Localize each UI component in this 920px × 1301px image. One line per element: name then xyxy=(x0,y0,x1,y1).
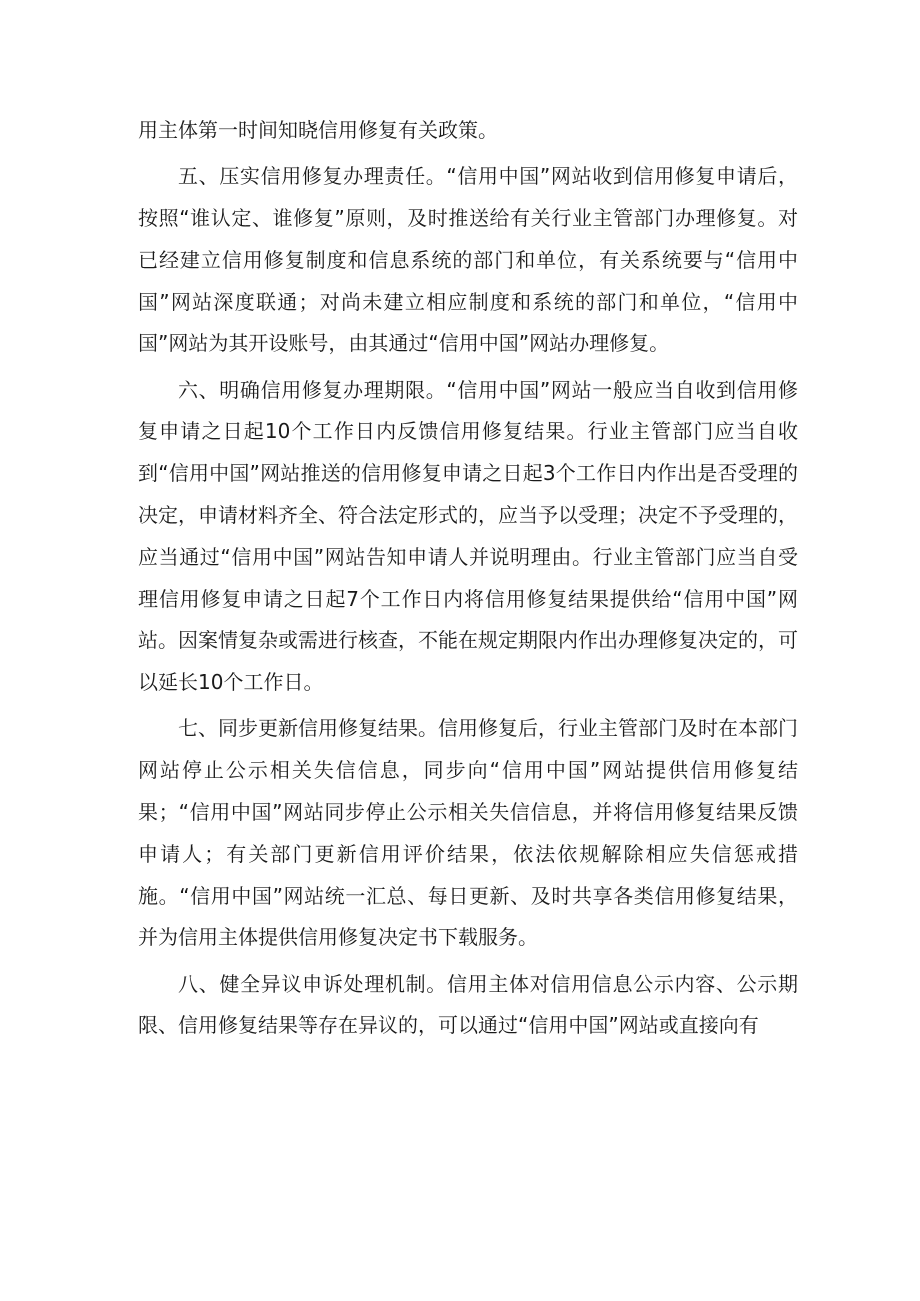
document-body xyxy=(138,110,798,1051)
paragraph-continuation: 用主体第一时间知晓信用修复有关政策。 xyxy=(138,118,498,142)
paragraph-section-eight: 八、健全异议申诉处理机制。信用主体对信用信息公示内容、公示期限、信用修复结果等存在异议的，可以通过“信用中国”网站或直接向有 xyxy=(138,971,798,1038)
paragraph-section-six: 六、明确信用修复办理期限。“信用中国”网站一般应当自收到信用修复申请之日起10个工作日内反馈信用修复结果。行业主管部门应当自收到“信用中国”网站推送的信用修复申请之日起3个工作日内作出是否受理的决定，申请材料齐全、符合法定形式的，应当予以受理；决定不予受理的，应当通过“信用中国”网站告知申请人并说明理由。行业主管部门应当自受理信用修复申请之日起7个工作日内将信用修复结果提供给“信用中国”网站。因案情复杂或需进行核查，不能在规定期限内作出办理修复决定的，可以延长10个工作日。 xyxy=(138,377,798,695)
paragraph-section-five: 五、压实信用修复办理责任。“信用中国”网站收到信用修复申请后，按照“谁认定、谁修复”原则，及时推送给有关行业主管部门办理修复。对已经建立信用修复制度和信息系统的部门和单位，有关系统要与“信用中国”网站深度联通；对尚未建立相应制度和系统的部门和单位，“信用中国”网站为其开设账号，由其通过“信用中国”网站办理修复。 xyxy=(138,164,798,356)
paragraph-section-seven: 七、同步更新信用修复结果。信用修复后，行业主管部门及时在本部门网站停止公示相关失信信息，同步向“信用中国”网站提供信用修复结果；“信用中国”网站同步停止公示相关失信信息，并将信用修复结果反馈申请人；有关部门更新信用评价结果，依法依规解除相应失信惩戒措施。“信用中国”网站统一汇总、每日更新、及时共享各类信用修复结果，并为信用主体提供信用修复决定书下载服务。 xyxy=(138,716,798,950)
